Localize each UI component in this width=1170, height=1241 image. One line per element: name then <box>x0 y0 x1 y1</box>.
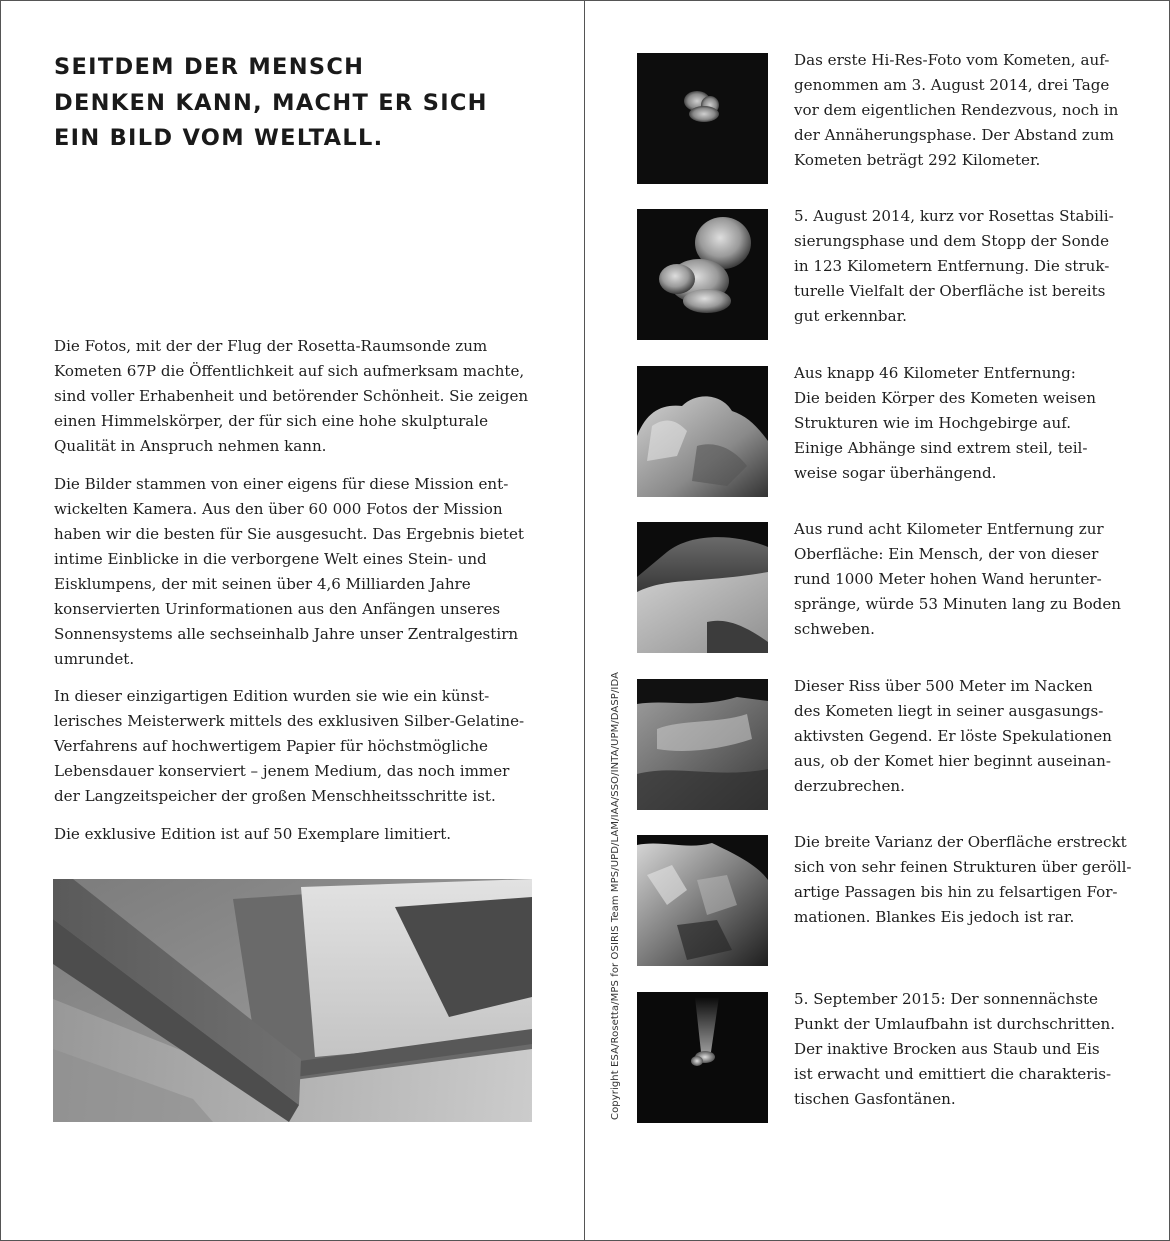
caption-line: weise sogar überhängend. <box>794 464 997 482</box>
caption-line: tischen Gasfontänen. <box>794 1090 956 1108</box>
caption-line: rund 1000 Meter hohen Wand herunter- <box>794 570 1102 588</box>
intro-paragraph-3 <box>54 684 532 809</box>
caption-line: Strukturen wie im Hochgebirge auf. <box>794 414 1072 432</box>
headline-line: DENKEN KANN, MACHT ER SICH <box>54 89 488 116</box>
caption-line: in 123 Kilometern Entfernung. Die struk- <box>794 257 1110 275</box>
caption-line: Punkt der Umlaufbahn ist durchschritten. <box>794 1015 1116 1033</box>
comet-photo-2 <box>637 209 768 340</box>
caption-6 <box>794 830 1134 930</box>
caption-line: 5. September 2015: Der sonnennächste <box>794 990 1098 1008</box>
headline-line: EIN BILD VOM WELTALL. <box>54 125 384 151</box>
text-line: haben wir die besten für Sie ausgesucht. Das Ergebnis bietet <box>54 524 524 543</box>
comet-photo-4 <box>637 522 768 653</box>
comet-photo-5 <box>637 679 768 810</box>
text-line: Kometen 67P die Öffentlichkeit auf sich aufmerksam machte, <box>54 362 525 380</box>
comet-photo-3 <box>637 366 768 497</box>
comet-illustration-3 <box>637 366 768 497</box>
caption-line: aktivsten Gegend. Er löste Spekulationen <box>794 727 1112 745</box>
text-line: umrundet. <box>54 649 135 668</box>
caption-line: Dieser Riss über 500 Meter im Nacken <box>794 677 1093 695</box>
comet-illustration-1 <box>637 53 768 184</box>
caption-line: 5. August 2014, kurz vor Rosettas Stabili- <box>794 207 1114 225</box>
caption-5 <box>794 674 1134 799</box>
comet-photo-7 <box>637 992 768 1123</box>
text-line: wickelten Kamera. Aus den über 60 000 Fotos der Mission <box>54 499 503 518</box>
comet-illustration-5 <box>637 679 768 810</box>
text-line: der Langzeitspeicher der großen Menschheitsschritte ist. <box>54 787 496 805</box>
caption-4 <box>794 517 1134 642</box>
caption-line: Aus rund acht Kilometer Entfernung zur <box>794 520 1104 538</box>
caption-line: sich von sehr feinen Strukturen über geröll- <box>794 858 1132 876</box>
text-line: konservierten Urinformationen aus den Anfängen unseres <box>54 599 501 618</box>
intro-text <box>54 334 532 859</box>
comet-illustration-2 <box>637 209 768 340</box>
comet-photo-6 <box>637 835 768 966</box>
text-line: lerisches Meisterwerk mittels des exklusiven Silber-Gelatine- <box>54 712 525 730</box>
caption-line: genommen am 3. August 2014, drei Tage <box>794 76 1110 94</box>
caption-line: der Annäherungsphase. Der Abstand zum <box>794 126 1114 144</box>
caption-line: sierungsphase und dem Stopp der Sonde <box>794 232 1110 250</box>
text-line: Lebensdauer konserviert – jenem Medium, das noch immer <box>54 762 510 780</box>
comet-illustration-6 <box>637 835 768 966</box>
caption-line: spränge, würde 53 Minuten lang zu Boden <box>794 595 1121 613</box>
caption-line: vor dem eigentlichen Rendezvous, noch in <box>794 101 1119 119</box>
text-line: Verfahrens auf hochwertigem Papier für höchstmögliche <box>54 737 488 755</box>
caption-line: Einige Abhänge sind extrem steil, teil- <box>794 439 1088 457</box>
caption-line: Die breite Varianz der Oberfläche erstreckt <box>794 833 1127 851</box>
caption-line: Das erste Hi-Res-Foto vom Kometen, auf- <box>794 51 1110 69</box>
text-line: Die Fotos, mit der der Flug der Rosetta-Raumsonde zum <box>54 337 488 355</box>
caption-1 <box>794 48 1134 173</box>
caption-line: derzubrechen. <box>794 777 905 795</box>
caption-line: Kometen beträgt 292 Kilometer. <box>794 151 1041 169</box>
text-line: In dieser einzigartigen Edition wurden sie wie ein künst- <box>54 687 490 705</box>
intro-paragraph-4 <box>54 822 532 847</box>
text-line: Sonnensystems alle sechseinhalb Jahre unser Zentralgestirn <box>54 624 519 643</box>
caption-line: mationen. Blankes Eis jedoch ist rar. <box>794 908 1075 926</box>
caption-2 <box>794 204 1134 329</box>
page-fold-divider <box>584 0 585 1241</box>
text-line: sind voller Erhabenheit und betörender Schönheit. Sie zeigen <box>54 387 529 405</box>
caption-7 <box>794 987 1134 1112</box>
headline <box>54 50 534 157</box>
caption-line: aus, ob der Komet hier beginnt auseinan- <box>794 752 1111 770</box>
edition-box-photo <box>53 879 532 1122</box>
edition-box-illustration <box>53 879 532 1122</box>
text-line: Die exklusive Edition ist auf 50 Exemplare limitiert. <box>54 824 452 843</box>
comet-photo-1 <box>637 53 768 184</box>
comet-illustration-4 <box>637 522 768 653</box>
text-line: Die Bilder stammen von einer eigens für diese Mission ent- <box>54 474 509 493</box>
caption-line: artige Passagen bis hin zu felsartigen For- <box>794 883 1118 901</box>
caption-line: Oberfläche: Ein Mensch, der von dieser <box>794 545 1099 563</box>
intro-paragraph-2 <box>54 472 532 672</box>
caption-line: Die beiden Körper des Kometen weisen <box>794 389 1096 407</box>
image-copyright: Copyright ESA/Rosetta/MPS for OSIRIS Team MPS/UPD/LAM/IAA/SSO/INTA/UPM/DASP/IDA <box>610 671 621 1120</box>
text-line: intime Einblicke in die verborgene Welt eines Stein- und <box>54 549 487 568</box>
comet-illustration-7 <box>637 992 768 1123</box>
caption-line: Der inaktive Brocken aus Staub und Eis <box>794 1040 1100 1058</box>
intro-paragraph-1 <box>54 334 532 459</box>
text-line: Eisklumpens, der mit seinen über 4,6 Milliarden Jahre <box>54 574 471 593</box>
caption-line: gut erkennbar. <box>794 307 907 325</box>
caption-3 <box>794 361 1134 486</box>
caption-line: des Kometen liegt in seiner ausgasungs- <box>794 702 1104 720</box>
headline-line: SEITDEM DER MENSCH <box>54 54 365 80</box>
caption-line: Aus knapp 46 Kilometer Entfernung: <box>794 364 1076 382</box>
caption-line: ist erwacht und emittiert die charakteris- <box>794 1065 1112 1083</box>
text-line: Qualität in Anspruch nehmen kann. <box>54 437 327 455</box>
caption-line: turelle Vielfalt der Oberfläche ist bereits <box>794 282 1106 300</box>
caption-line: schweben. <box>794 620 875 638</box>
text-line: einen Himmelskörper, der für sich eine hohe skulpturale <box>54 412 489 430</box>
